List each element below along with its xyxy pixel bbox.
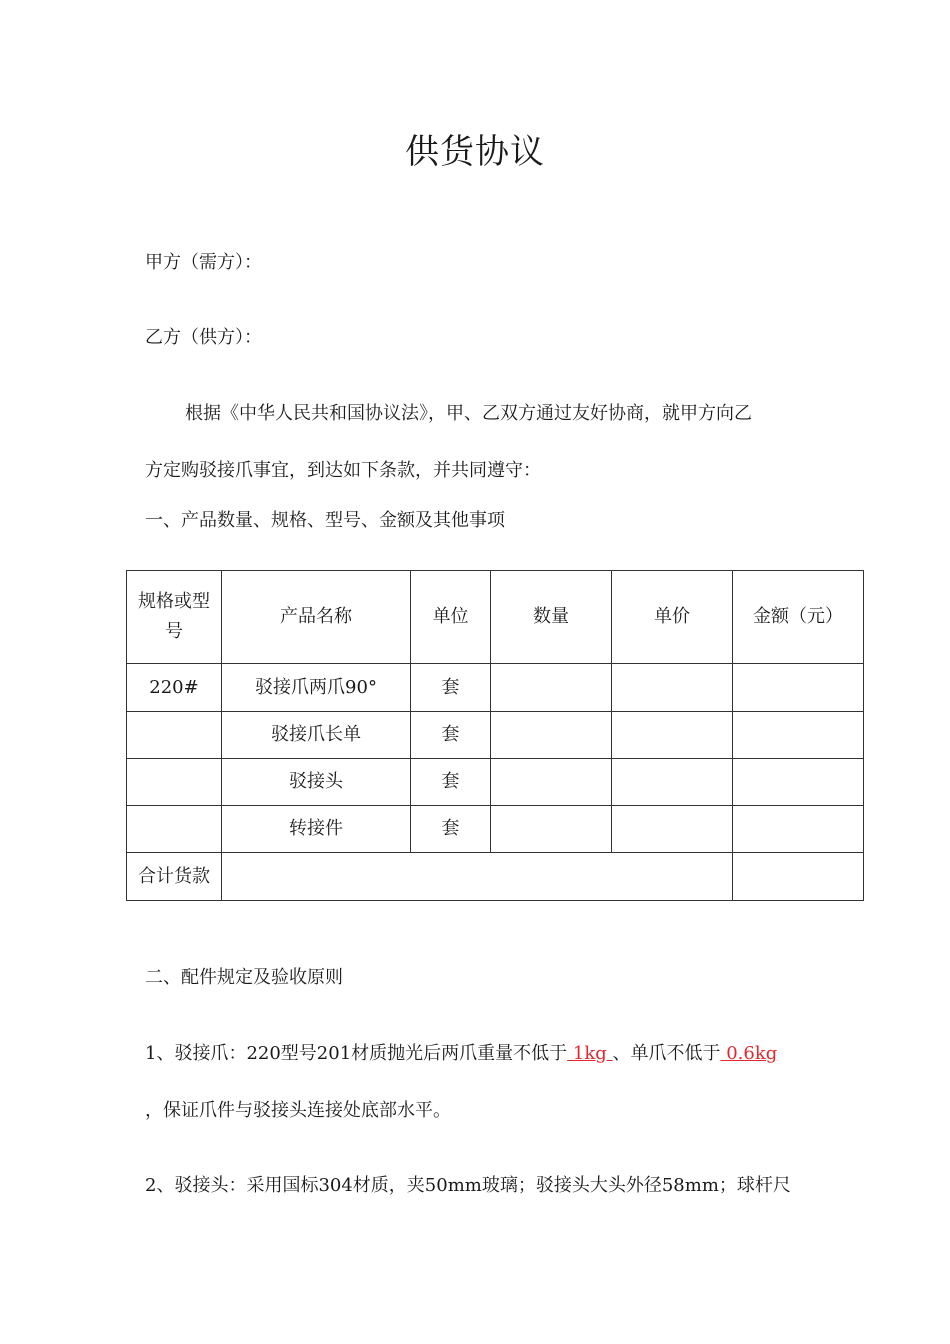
cell-spec <box>127 759 222 806</box>
cell-amount <box>733 759 864 806</box>
table-row <box>127 712 864 759</box>
clause-2-line-1: 2、驳接头：采用国标304材质，夹50mm玻璃；驳接头大头外径58mm；球杆尺 <box>145 1175 791 1196</box>
total-amount-cell <box>733 853 864 901</box>
cell-product-name: 转接件 <box>222 806 411 853</box>
header-cell-product-name: 产品名称 <box>222 571 411 664</box>
clause-1-prefix: 1、驳接爪：220型号201材质抛光后两爪重量不低于 <box>145 1043 568 1064</box>
cell-unit: 套 <box>411 712 491 759</box>
total-value-cell <box>222 853 733 901</box>
cell-product-name: 驳接爪长单 <box>222 712 411 759</box>
cell-unit-price <box>612 712 733 759</box>
header-cell-unit: 单位 <box>411 571 491 664</box>
clause-1-line-1 <box>145 1039 777 1065</box>
cell-spec <box>127 806 222 853</box>
section-1-heading: 一、产品数量、规格、型号、金额及其他事项 <box>145 510 505 531</box>
cell-quantity <box>491 664 612 712</box>
cell-amount <box>733 664 864 712</box>
clause-1-two-claw-weight: 1kg <box>567 1043 613 1064</box>
total-label-cell: 合计货款 <box>127 853 222 901</box>
goods-table <box>126 570 864 901</box>
cell-unit-price <box>612 664 733 712</box>
cell-quantity <box>491 759 612 806</box>
intro-paragraph-line-2: 方定购驳接爪事宜，到达如下条款，并共同遵守： <box>145 460 541 481</box>
cell-unit: 套 <box>411 806 491 853</box>
table-header-row <box>127 571 864 664</box>
cell-amount <box>733 712 864 759</box>
table-row <box>127 759 864 806</box>
cell-unit-price <box>612 759 733 806</box>
clause-1-single-claw-weight: 0.6kg <box>720 1043 778 1064</box>
cell-product-name: 驳接爪两爪90° <box>222 664 411 712</box>
cell-product-name: 驳接头 <box>222 759 411 806</box>
page-title: 供货协议 <box>405 132 545 172</box>
clause-1-line-2: ，保证爪件与驳接头连接处底部水平。 <box>145 1100 451 1121</box>
header-cell-quantity: 数量 <box>491 571 612 664</box>
cell-amount <box>733 806 864 853</box>
cell-spec <box>127 712 222 759</box>
party-b-label: 乙方（供方）： <box>145 327 262 348</box>
header-cell-spec: 规格或型号 <box>127 571 222 664</box>
table-row <box>127 664 864 712</box>
cell-unit: 套 <box>411 759 491 806</box>
cell-quantity <box>491 712 612 759</box>
header-cell-unit-price: 单价 <box>612 571 733 664</box>
header-cell-amount: 金额（元） <box>733 571 864 664</box>
section-2-heading: 二、配件规定及验收原则 <box>145 967 343 988</box>
clause-1-middle: 、单爪不低于 <box>612 1043 721 1064</box>
cell-unit-price <box>612 806 733 853</box>
table-row <box>127 806 864 853</box>
cell-spec: 220# <box>127 664 222 712</box>
intro-paragraph-line-1: 根据《中华人民共和国协议法》，甲、乙双方通过友好协商，就甲方向乙 <box>185 403 752 424</box>
table-total-row <box>127 853 864 901</box>
cell-unit: 套 <box>411 664 491 712</box>
party-a-label: 甲方（需方）： <box>145 252 262 273</box>
cell-quantity <box>491 806 612 853</box>
